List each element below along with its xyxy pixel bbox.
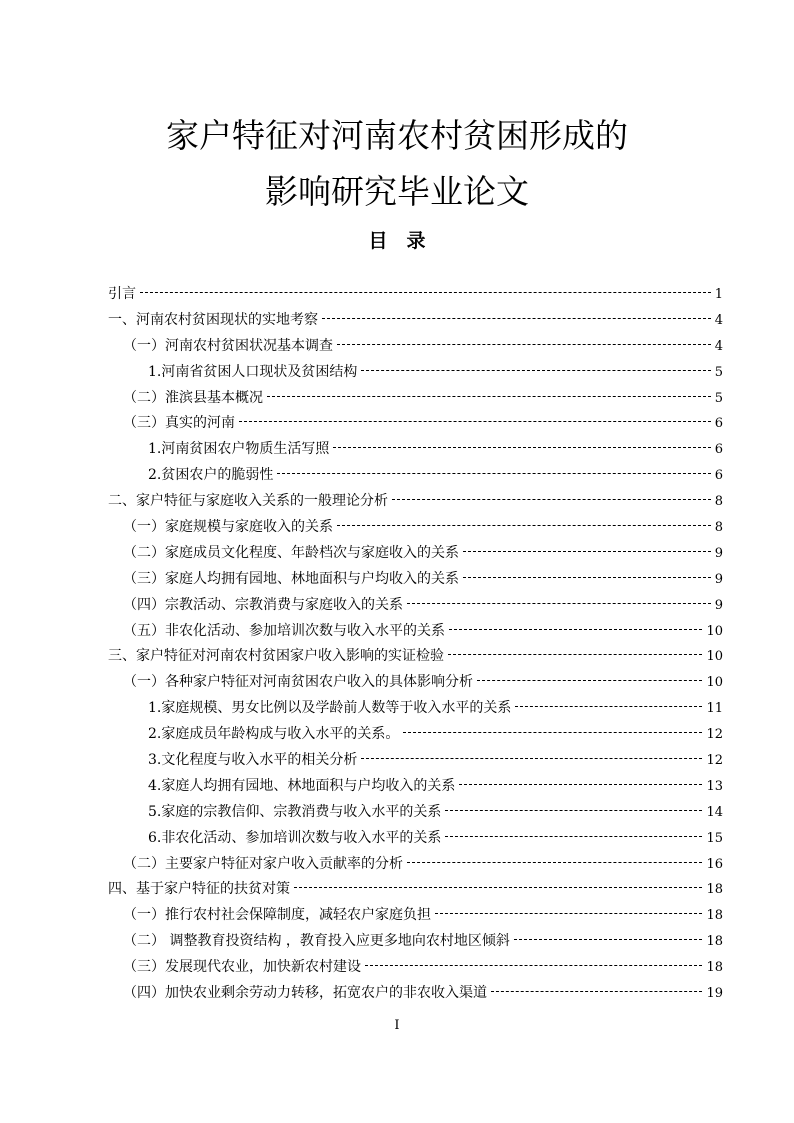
toc-leader-line [322, 318, 711, 319]
toc-entry-label: （二）家庭成员文化程度、年龄档次与家庭收入的关系 [123, 544, 459, 561]
toc-entry-page: 8 [714, 520, 723, 536]
toc-entry[interactable] [108, 309, 723, 335]
toc-leader-line [459, 784, 702, 785]
toc-entry[interactable] [108, 594, 723, 620]
toc-entry-page: 12 [706, 727, 723, 743]
toc-leader-line [239, 421, 711, 422]
toc-entry-page: 9 [714, 545, 723, 561]
toc-entry[interactable] [108, 438, 723, 464]
toc-entry-page: 13 [706, 778, 723, 794]
toc-entry[interactable] [108, 853, 723, 879]
toc-leader-line [337, 525, 711, 526]
toc-entry-label: 1.家庭规模、男女比例以及学龄前人数等于收入水平的关系 [148, 700, 512, 717]
toc-entry[interactable] [108, 956, 723, 982]
toc-entry-page: 6 [714, 442, 723, 458]
toc-entry-page: 10 [706, 623, 723, 639]
toc-leader-line [337, 344, 711, 345]
toc-entry[interactable] [108, 516, 723, 542]
toc-entry-page: 18 [706, 882, 723, 898]
toc-entry-page: 18 [706, 908, 723, 924]
toc-entry-page: 9 [714, 571, 723, 587]
toc-leader-line [407, 862, 702, 863]
toc-entry-page: 16 [706, 856, 723, 872]
toc-entry[interactable] [108, 620, 723, 646]
toc-entry-page: 18 [706, 934, 723, 950]
toc-entry-page: 4 [714, 338, 723, 354]
toc-entry[interactable] [108, 464, 723, 490]
toc-entry[interactable] [108, 697, 723, 723]
toc-entry-label: （二） 调整教育投资结构 ，教育投入应更多地向农村地区倾斜 [123, 933, 510, 950]
toc-entry-page: 1 [714, 287, 723, 302]
toc-entry-label: 2.贫困农户的脆弱性 [148, 467, 274, 484]
toc-entry[interactable] [108, 490, 723, 516]
toc-leader-line [463, 551, 711, 552]
toc-entry-label: （一）推行农村社会保障制度，减轻农户家庭负担 [123, 907, 431, 924]
toc-entry-label: 4.家庭人均拥有园地、林地面积与户均收入的关系 [148, 777, 456, 794]
toc-leader-line [277, 473, 710, 474]
toc-entry-label: （一）各种家户特征对河南贫困农户收入的具体影响分析 [123, 674, 473, 691]
toc-leader-line [448, 654, 702, 655]
toc-leader-line [403, 732, 702, 733]
toc-entry-label: （二）主要家户特征对家户收入贡献率的分析 [123, 855, 403, 872]
toc-entry-page: 5 [714, 364, 723, 380]
toc-leader-line [491, 991, 702, 992]
toc-entry-label: 3.文化程度与收入水平的相关分析 [148, 752, 358, 769]
toc-entry[interactable] [108, 542, 723, 568]
table-of-contents [108, 283, 723, 1008]
toc-entry-page: 4 [714, 312, 723, 328]
toc-entry[interactable] [108, 723, 723, 749]
toc-entry-page: 5 [714, 390, 723, 406]
toc-entry-label: 二、家户特征与家庭收入关系的一般理论分析 [108, 493, 388, 510]
toc-entry-page: 10 [706, 675, 723, 691]
toc-entry-page: 8 [714, 494, 723, 510]
toc-entry-label: （四）加快农业剩余劳动力转移，拓宽农户的非农收入渠道 [123, 985, 487, 1002]
toc-leader-line [361, 370, 710, 371]
toc-leader-line [365, 965, 702, 966]
toc-entry-label: （三）发展现代农业，加快新农村建设 [123, 959, 361, 976]
toc-entry[interactable] [108, 568, 723, 594]
toc-entry-label: （四）宗教活动、宗教消费与家庭收入的关系 [123, 596, 403, 613]
toc-entry[interactable] [108, 878, 723, 904]
toc-entry-label: 1.河南省贫困人口现状及贫困结构 [148, 363, 358, 380]
toc-entry[interactable] [108, 827, 723, 853]
toc-leader-line [514, 939, 703, 940]
toc-entry-page: 9 [714, 597, 723, 613]
toc-entry-label: 三、家户特征对河南农村贫困家户收入影响的实证检验 [108, 648, 444, 665]
toc-entry[interactable] [108, 387, 723, 413]
toc-entry-label: （五）非农化活动、参加培训次数与收入水平的关系 [123, 622, 445, 639]
toc-entry[interactable] [108, 749, 723, 775]
toc-leader-line [333, 447, 710, 448]
toc-entry-label: （三）家庭人均拥有园地、林地面积与户均收入的关系 [123, 570, 459, 587]
toc-entry-page: 6 [714, 416, 723, 432]
toc-entry[interactable] [108, 904, 723, 930]
toc-entry-page: 11 [706, 701, 723, 717]
toc-leader-line [449, 629, 702, 630]
toc-entry-label: （二）淮滨县基本概况 [123, 389, 263, 406]
toc-leader-line [140, 292, 711, 293]
toc-leader-line [407, 603, 711, 604]
toc-entry[interactable] [108, 645, 723, 671]
toc-entry-label: 2.家庭成员年龄构成与收入水平的关系。 [148, 726, 400, 743]
toc-entry-label: 1.河南贫困农户物质生活写照 [148, 441, 330, 458]
toc-entry-page: 12 [706, 753, 723, 769]
toc-entry[interactable] [108, 335, 723, 361]
toc-entry[interactable] [108, 982, 723, 1008]
toc-entry-label: 四、基于家户特征的扶贫对策 [108, 881, 290, 898]
toc-leader-line [361, 758, 702, 759]
document-title-line2: 影响研究毕业论文 [265, 172, 529, 211]
toc-entry-label: （一）家庭规模与家庭收入的关系 [123, 519, 333, 536]
toc-entry[interactable] [108, 930, 723, 956]
toc-entry[interactable] [108, 775, 723, 801]
toc-leader-line [294, 887, 702, 888]
toc-entry-page: 6 [714, 468, 723, 484]
toc-leader-line [267, 396, 711, 397]
toc-entry[interactable] [108, 283, 723, 309]
toc-entry-label: 引言 [108, 286, 136, 302]
toc-entry-label: （三）真实的河南 [123, 415, 235, 432]
toc-entry[interactable] [108, 361, 723, 387]
toc-leader-line [515, 706, 702, 707]
toc-leader-line [477, 680, 702, 681]
toc-entry-label: 一、河南农村贫困现状的实地考察 [108, 311, 318, 328]
toc-entry[interactable] [108, 671, 723, 697]
toc-leader-line [445, 810, 702, 811]
toc-leader-line [435, 913, 702, 914]
toc-entry[interactable] [108, 412, 723, 438]
toc-entry-page: 10 [706, 649, 723, 665]
toc-entry[interactable] [108, 801, 723, 827]
toc-entry-label: （一）河南农村贫困状况基本调查 [123, 337, 333, 354]
toc-entry-page: 19 [706, 986, 723, 1002]
toc-entry-label: 6.非农化活动、参加培训次数与收入水平的关系 [148, 829, 442, 846]
page-number: I [394, 1018, 400, 1033]
toc-leader-line [445, 836, 702, 837]
toc-leader-line [392, 499, 711, 500]
toc-entry-page: 15 [706, 830, 723, 846]
toc-heading: 目 录 [368, 230, 426, 252]
toc-entry-page: 18 [706, 960, 723, 976]
toc-entry-page: 14 [706, 804, 723, 820]
toc-entry-label: 5.家庭的宗教信仰、宗教消费与收入水平的关系 [148, 803, 442, 820]
toc-leader-line [463, 577, 711, 578]
document-title-line1: 家户特征对河南农村贫困形成的 [166, 116, 628, 155]
